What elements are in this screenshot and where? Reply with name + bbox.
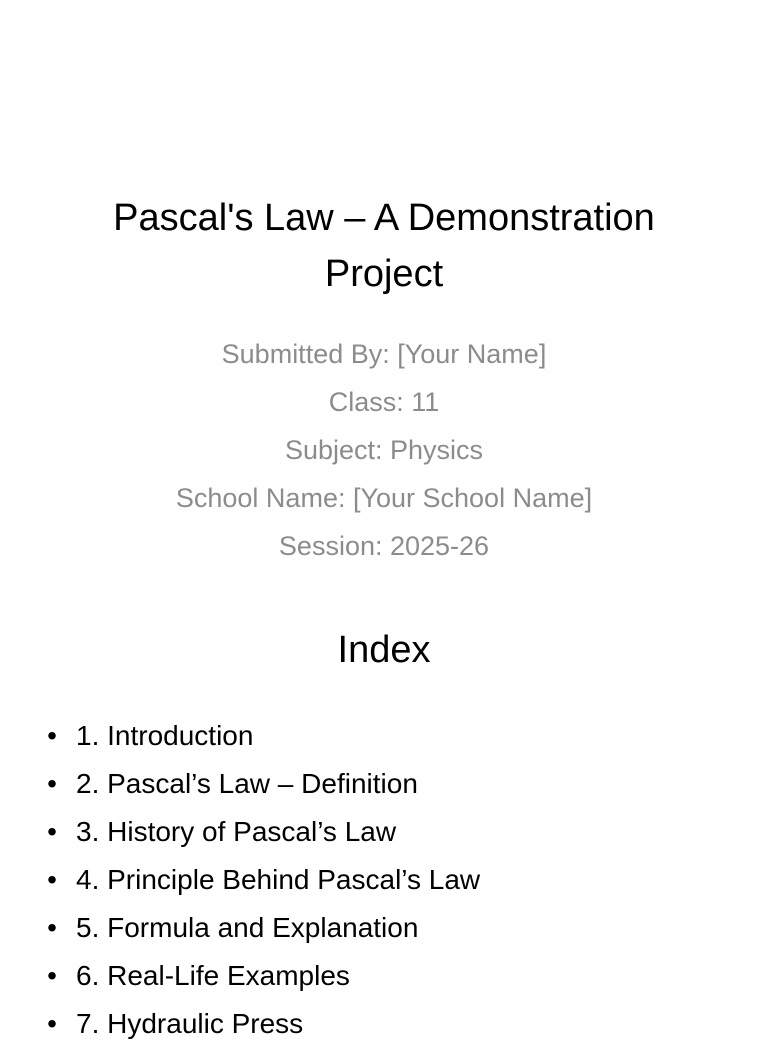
list-item <box>40 712 480 760</box>
index-list <box>40 712 480 1048</box>
class-line: Class: 11 <box>328 387 440 417</box>
list-item <box>40 952 480 1000</box>
index-title: Index <box>337 629 431 671</box>
list-item <box>40 1000 480 1048</box>
bullet-icon: • <box>47 816 57 847</box>
list-item <box>40 760 480 808</box>
list-item-label: 6. Real-Life Examples <box>76 960 350 991</box>
list-item-label: 2. Pascal’s Law – Definition <box>76 768 418 799</box>
bullet-icon: • <box>47 960 57 991</box>
list-item <box>40 808 480 856</box>
bullet-icon: • <box>47 768 57 799</box>
index-slide <box>0 600 768 1039</box>
list-item-label: 3. History of Pascal’s Law <box>76 816 397 847</box>
bullet-icon: • <box>47 1008 57 1039</box>
bullet-icon: • <box>47 912 57 943</box>
session-line: Session: 2025-26 <box>278 531 490 561</box>
list-item-label: 7. Hydraulic Press <box>76 1008 304 1039</box>
slide-title: Pascal's Law – A Demonstration Project <box>113 197 655 295</box>
bullet-icon: • <box>47 864 57 895</box>
submitted-by-line: Submitted By: [Your Name] <box>221 339 547 369</box>
list-item-label: 1. Introduction <box>76 720 254 751</box>
bullet-icon: • <box>47 720 57 751</box>
list-item <box>40 856 480 904</box>
list-item-label: 4. Principle Behind Pascal’s Law <box>76 864 481 895</box>
school-name-line: School Name: [Your School Name] <box>175 483 593 513</box>
list-item-label: 5. Formula and Explanation <box>76 912 419 943</box>
list-item <box>40 904 480 952</box>
subject-line: Subject: Physics <box>284 435 484 465</box>
slide-subtitle <box>60 330 708 570</box>
